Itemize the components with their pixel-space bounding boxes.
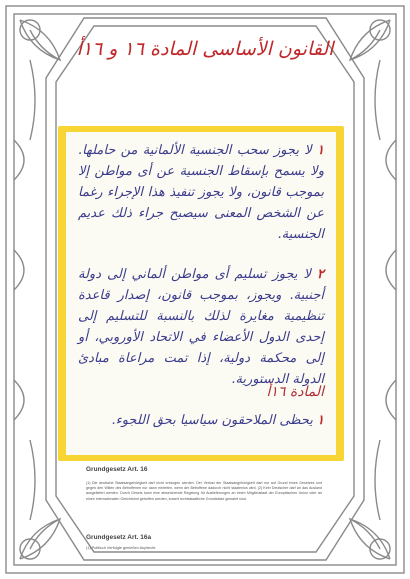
paragraph-1-number: ١ [317, 143, 324, 158]
german-heading-art16: Grundgesetz Art. 16 [86, 466, 148, 473]
paragraph-3-text: يحظى الملاحقون سياسيا بحق اللجوء. [111, 413, 313, 428]
paragraph-1-text: لا يجوز سحب الجنسية الألمانية من حاملها. ولا يسمح بإسقاط الجنسية عن أى مواطن إلا بموجب قانون، ولا يجوز تنفيذ هذا الإجراء رغما عن الشخص المعنى سيصبح جراء ذلك عديم الجنسية. [78, 143, 324, 242]
calligraphy-paper [66, 132, 336, 455]
paragraph-3-number: ١ [317, 413, 324, 428]
page-title: القانون الأساسى المادة ١٦ و ١٦أ [76, 38, 334, 60]
paragraph-2 [78, 264, 324, 390]
german-text-art16a: (1) Politisch Verfolgte genießen Asylrecht. [86, 546, 157, 550]
paragraph-2-text: لا يجوز تسليم أى مواطن ألماني إلى دولة أجنبية. ويجوز، بموجب قانون، إصدار قاعدة تنظيمية مغايرة لذلك بالنسبة للتسليم إلى إحدى الدول الأعضاء في الاتحاد الأوروبي، أو إلى محكمة دولية، إذا تمت مراعاة مبادئ الدولة الدستورية. [78, 267, 324, 387]
calligraphy-panel [58, 126, 344, 461]
paragraph-3 [78, 410, 324, 431]
article-16a-heading: المادة ١٦أ [266, 384, 324, 400]
german-heading-art16a: Grundgesetz Art. 16a [86, 534, 152, 541]
paragraph-1 [78, 140, 324, 245]
german-text-art16: (1) Die deutsche Staatsangehörigkeit darf nicht entzogen werden. Der Verlust der Staatsangehörigkeit darf nur auf Grund eines Gesetzes und gegen den Willen des Betroffenen nur dann eintreten, wenn der Betroffene dadurch nicht staatenlos wird. (2) Kein Deutscher darf an das Ausland ausgeliefert werden. Durch Gesetz kann eine abweichende Regelung für Auslieferungen an einen Mitgliedstaat der Europäischen Union oder an einen internationalen Gerichtshof getroffen werden, soweit rechtsstaatliche Grundsätze gewahrt sind. [86, 481, 322, 501]
paragraph-2-number: ٢ [317, 267, 325, 282]
